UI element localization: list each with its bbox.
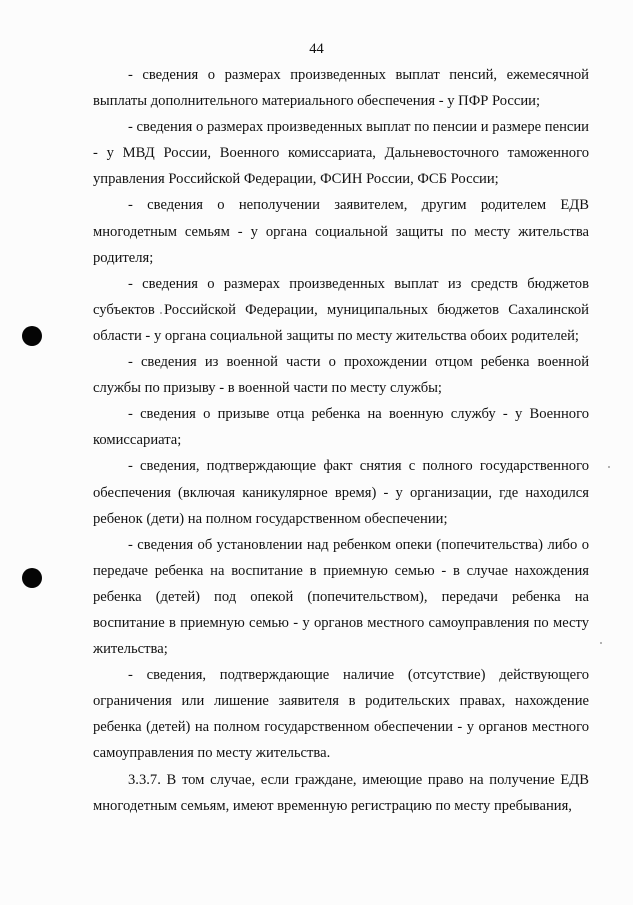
punch-hole-bottom <box>22 568 42 588</box>
paragraph: - сведения о размерах произведенных выплат из средств бюджетов субъектов Российской Федерации, муниципальных бюджетов Сахалинской области - у органа социальной защиты по месту жительства обоих родителей; <box>93 275 589 344</box>
document-body <box>93 62 589 819</box>
scan-speck <box>600 642 602 644</box>
paragraph: - сведения о призыве отца ребенка на военную службу - у Военного комиссариата; <box>93 406 589 449</box>
scan-speck <box>608 466 610 468</box>
paragraph: 3.3.7. В том случае, если граждане, имеющие право на получение ЕДВ многодетным семьям, имеют временную регистрацию по месту пребывания, <box>93 771 589 814</box>
paragraph: - сведения об установлении над ребенком опеки (попечительства) либо о передаче ребенка на воспитание в приемную семью - в случае нахождения ребенка (детей) под опекой (попечительством), передачи ребенка на воспитание в приемную семью - у органов местного самоуправления по месту жительства; <box>93 536 589 658</box>
paragraph: - сведения о размерах произведенных выплат по пенсии и размере пенсии - у МВД России, Военного комиссариата, Дальневосточного таможенного управления Российской Федерации, ФСИН России, ФСБ России; <box>93 119 589 188</box>
paragraph: - сведения из военной части о прохождении отцом ребенка военной службы по призыву - в военной части по месту службы; <box>93 354 589 397</box>
paragraph: - сведения, подтверждающие факт снятия с полного государственного обеспечения (включая каникулярное время) - у организации, где находился ребенок (дети) на полном государственном обеспечении; <box>93 458 589 527</box>
paragraph: - сведения о размерах произведенных выплат пенсий, ежемесячной выплаты дополнительного материального обеспечения - у ПФР России; <box>93 67 589 110</box>
paragraph: - сведения, подтверждающие наличие (отсутствие) действующего ограничения или лишение заявителя в родительских правах, нахождение ребенка (детей) на полном государственном обеспечении - у органов местного самоуправления по месту жительства. <box>93 667 589 762</box>
page-number: 44 <box>309 41 324 57</box>
paragraph: - сведения о неполучении заявителем, другим родителем ЕДВ многодетным семьям - у органа социальной защиты по месту жительства родителя; <box>93 197 589 266</box>
punch-hole-top <box>22 326 42 346</box>
